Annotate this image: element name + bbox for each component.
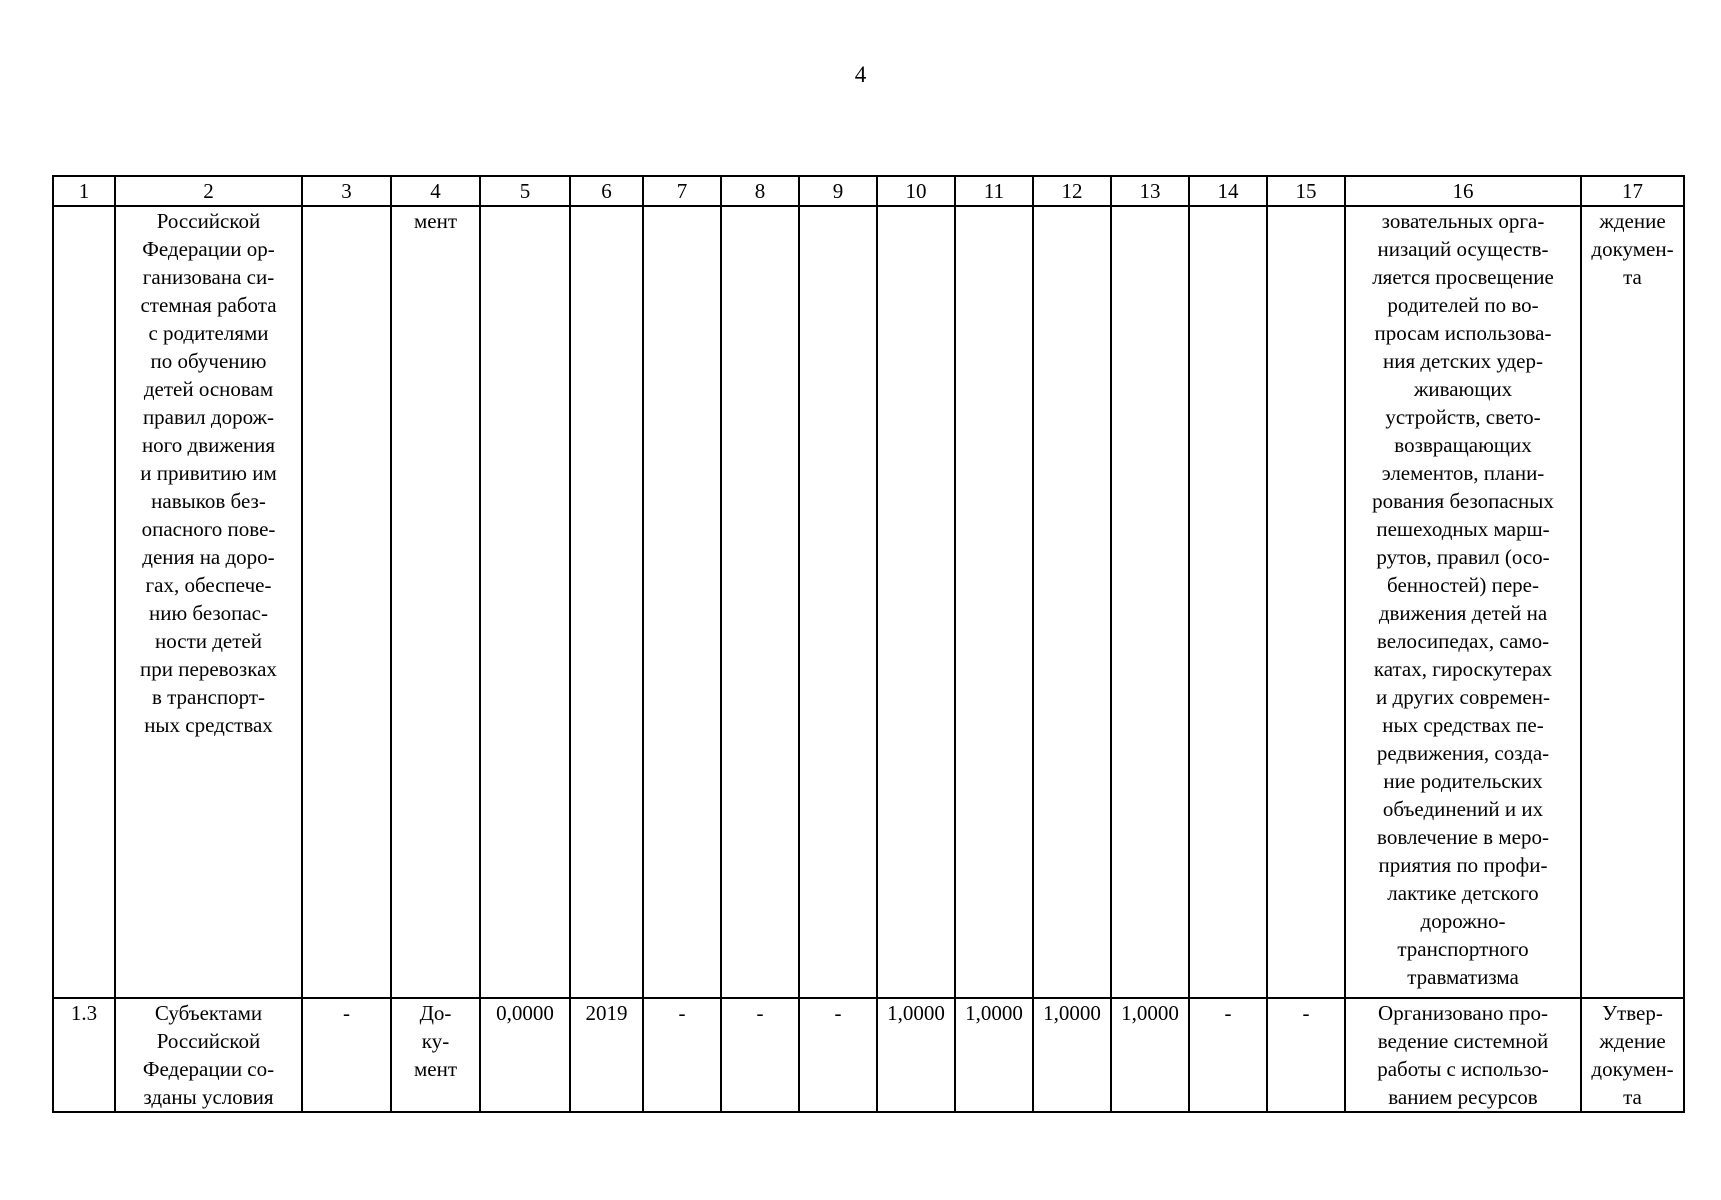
table-cell: 1,0000	[955, 998, 1033, 1112]
column-header: 15	[1267, 176, 1345, 206]
column-header: 9	[799, 176, 877, 206]
column-header: 13	[1111, 176, 1189, 206]
table-cell: 1.3	[53, 998, 115, 1112]
table-cell	[1267, 206, 1345, 998]
table-cell	[1189, 206, 1267, 998]
table-cell	[643, 206, 721, 998]
table-row	[53, 998, 1684, 1112]
table-cell: -	[1267, 998, 1345, 1112]
table-cell	[877, 206, 955, 998]
table-cell	[53, 206, 115, 998]
table-cell: 1,0000	[1111, 998, 1189, 1112]
table-cell: 1,0000	[877, 998, 955, 1112]
column-header: 1	[53, 176, 115, 206]
table-cell: -	[643, 998, 721, 1112]
column-header: 3	[302, 176, 391, 206]
column-header: 5	[480, 176, 570, 206]
table-cell: Субъектами Российской Федерации со- зданы условия	[115, 998, 302, 1112]
header-row	[53, 176, 1684, 206]
column-header: 14	[1189, 176, 1267, 206]
table-cell	[955, 206, 1033, 998]
column-header: 2	[115, 176, 302, 206]
table-cell: До- ку- мент	[391, 998, 480, 1112]
table-cell	[1111, 206, 1189, 998]
document-table	[52, 175, 1685, 1113]
column-header: 4	[391, 176, 480, 206]
table-cell	[799, 206, 877, 998]
table-cell: Организовано про- ведение системной работы с использо- ванием ресурсов	[1345, 998, 1581, 1112]
column-header: 7	[643, 176, 721, 206]
table-cell: -	[302, 998, 391, 1112]
table-cell	[1033, 206, 1111, 998]
column-header: 6	[570, 176, 643, 206]
table-cell	[721, 206, 799, 998]
table-cell: -	[799, 998, 877, 1112]
table-cell: 0,0000	[480, 998, 570, 1112]
column-header: 10	[877, 176, 955, 206]
table-cell: мент	[391, 206, 480, 998]
table-cell: 1,0000	[1033, 998, 1111, 1112]
table-cell: -	[1189, 998, 1267, 1112]
table-cell: Российской Федерации ор- ганизована си- стемная работа с родителями по обучению детей основам правил дорож- ного движения и привитию им навыков без- опасного пове- дения на доро- гах, обеспече- нию безопас- ности детей при перевозках в транспорт- ных средствах	[115, 206, 302, 998]
table-cell: зовательных орга- низаций осуществ- ляется просвещение родителей по во- просам использова- ния детских удер- живающих устройств, свето- возвращающих элементов, плани- рования безопасных пешеходных марш- рутов, правил (осо- бенностей) пере- движения детей на велосипедах, само- катах, гироскутерах и других современ- ных средствах пе- редвижения, созда- ние родительских объединений и их вовлечение в меро- приятия по профи- лактике детского дорожно- транспортного травматизма	[1345, 206, 1581, 998]
table-cell	[570, 206, 643, 998]
table-cell: ждение докумен- та	[1581, 206, 1684, 998]
table-cell	[480, 206, 570, 998]
table-row	[53, 206, 1684, 998]
page-number: 4	[854, 62, 867, 87]
table-cell: -	[721, 998, 799, 1112]
table-cell: Утвер- ждение докумен- та	[1581, 998, 1684, 1112]
column-header: 12	[1033, 176, 1111, 206]
column-header: 17	[1581, 176, 1684, 206]
table-cell: 2019	[570, 998, 643, 1112]
column-header: 16	[1345, 176, 1581, 206]
column-header: 11	[955, 176, 1033, 206]
column-header: 8	[721, 176, 799, 206]
table-cell	[302, 206, 391, 998]
